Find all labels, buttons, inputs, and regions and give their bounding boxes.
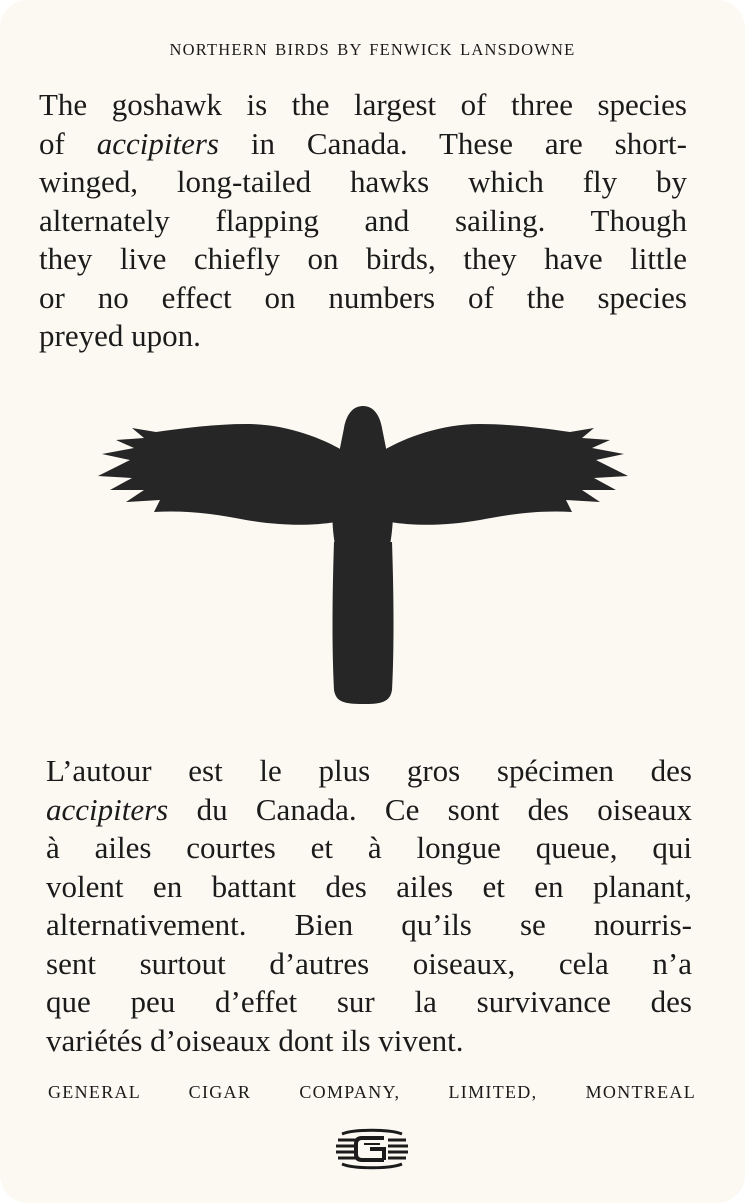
- line-text: L’autour est le plus gros spécimen des: [46, 753, 692, 788]
- english-description-line: [39, 240, 687, 279]
- french-description-line: [46, 752, 692, 791]
- publisher-footer: GENERAL CIGAR COMPANY, LIMITED, MONTREAL: [48, 1082, 696, 1102]
- line-text: The goshawk is the largest of three species: [39, 87, 687, 122]
- french-description-line: [46, 829, 692, 868]
- english-description-line: [39, 163, 687, 202]
- line-text: à ailes courtes et à longue queue, qui: [46, 830, 692, 865]
- italic-term: accipiters: [96, 125, 219, 161]
- english-description-line: [39, 86, 687, 125]
- french-description-line: [46, 868, 692, 907]
- line-text: preyed upon.: [39, 318, 201, 353]
- line-text: they live chiefly on birds, they have little: [39, 241, 687, 276]
- line-text: que peu d’effet sur la survivance des: [46, 984, 692, 1019]
- french-description-line: [46, 906, 692, 945]
- line-text: in Canada. These are short-: [219, 125, 687, 161]
- line-text: variétés d’oiseaux dont ils vivent.: [46, 1022, 464, 1058]
- french-description-line: [46, 791, 692, 830]
- french-description: [46, 752, 692, 1060]
- goshawk-silhouette-shape: [98, 406, 628, 704]
- logo-mark: [336, 1130, 408, 1168]
- line-text: winged, long-tailed hawks which fly by: [39, 164, 687, 199]
- line-text: volent en battant des ailes et en planant,: [46, 868, 692, 904]
- english-description: [39, 86, 687, 356]
- english-description-line: [39, 279, 687, 318]
- line-text: sent surtout d’autres oiseaux, cela n’a: [46, 945, 692, 981]
- line-text: alternately flapping and sailing. Though: [39, 202, 687, 238]
- line-text: alternativement. Bien qu’ils se nourris-: [46, 907, 692, 942]
- line-text: or no effect on numbers of the species: [39, 279, 687, 315]
- english-description-line: [39, 125, 687, 164]
- french-description-line: [46, 983, 692, 1022]
- line-text: du Canada. Ce sont des oiseaux: [168, 791, 692, 827]
- general-cigar-logo-icon: [334, 1126, 410, 1172]
- goshawk-silhouette-icon: [96, 402, 630, 706]
- english-description-line: [39, 317, 687, 356]
- line-text: of: [39, 125, 97, 161]
- english-description-line: [39, 202, 687, 241]
- french-description-line: [46, 1022, 692, 1061]
- italic-term: accipiters: [46, 791, 169, 827]
- french-description-line: [46, 945, 692, 984]
- series-header: NORTHERN BIRDS BY FENWICK LANSDOWNE: [169, 40, 576, 59]
